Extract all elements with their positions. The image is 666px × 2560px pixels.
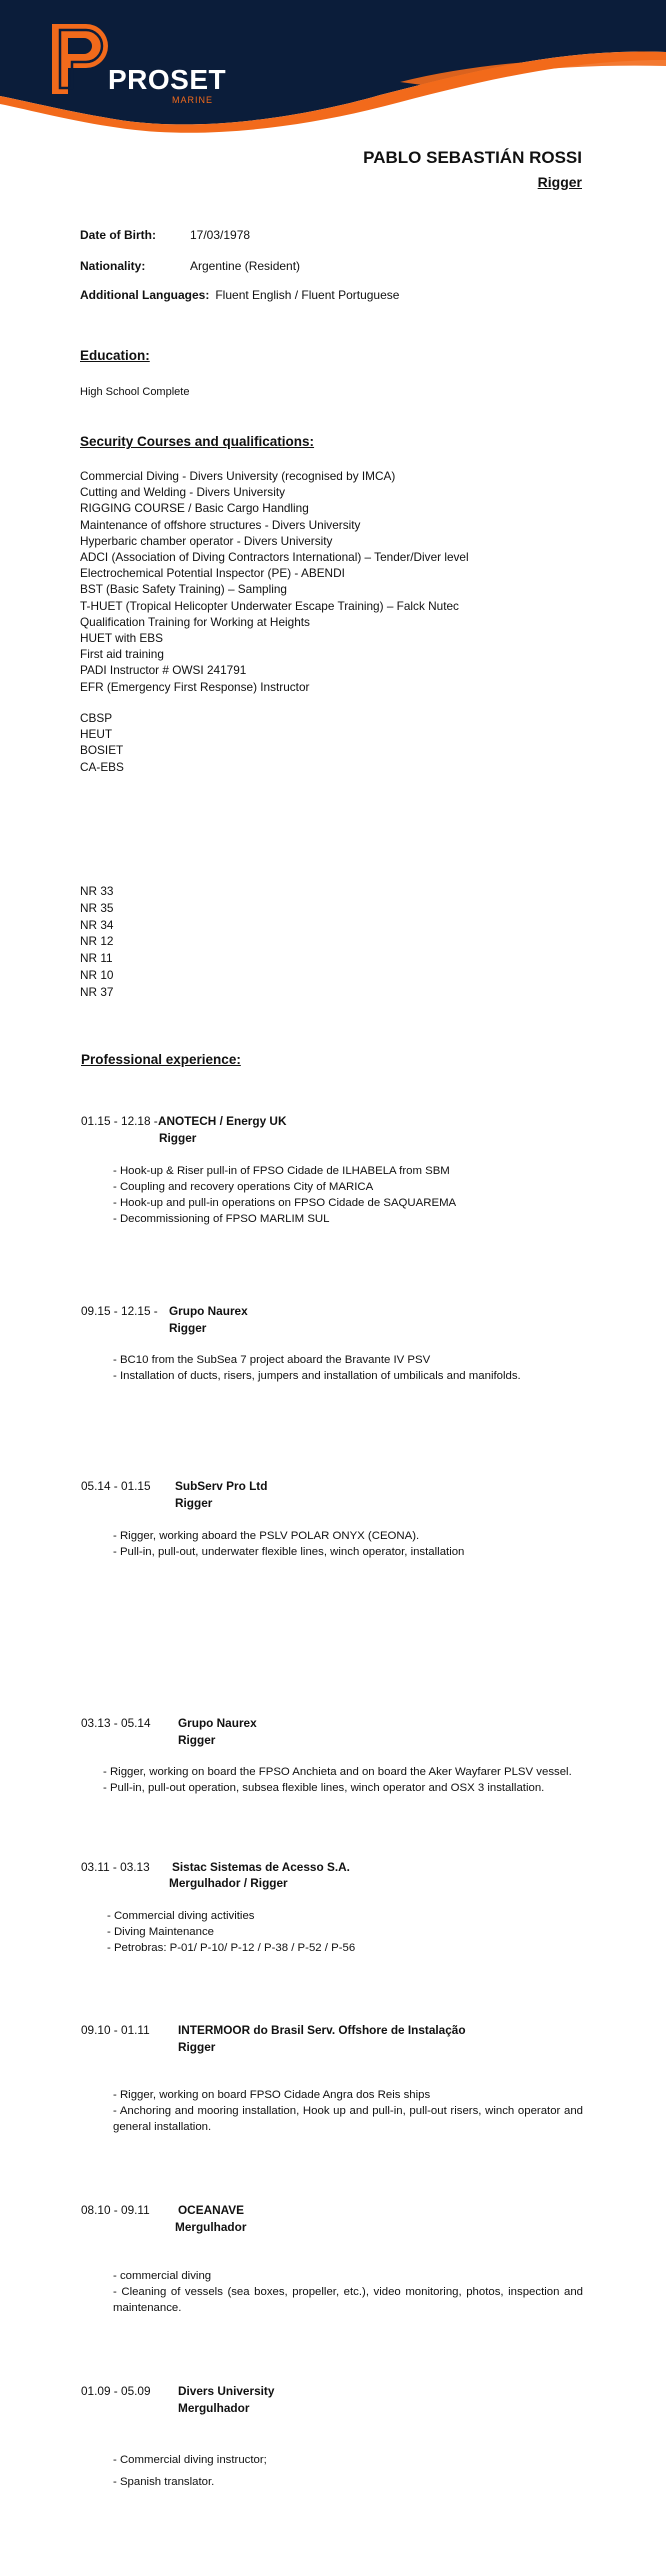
job-date: 01.15 - 12.18 - [81,1114,158,1128]
list-item: ADCI (Association of Diving Contractors International) – Tender/Diver level [80,550,469,565]
security-title: Security Courses and qualifications: [80,434,315,449]
person-role: Rigger [537,174,582,190]
job-description [107,1908,355,1956]
job-role: Mergulhador [178,2401,250,2415]
job-company: Sistac Sistemas de Acesso S.A. [172,1860,350,1874]
list-item: CA-EBS [80,759,124,774]
job-description [113,1352,521,1384]
job-date: 01.09 - 05.09 [81,2384,151,2398]
languages-row [80,288,399,302]
list-item: - Rigger, working on board FPSO Cidade Angra dos Reis ships [113,2089,431,2101]
dob-value: 17/03/1978 [190,228,251,242]
list-item: - Commercial diving instructor; [113,2454,267,2466]
job-description [113,2268,583,2316]
list-item: - Installation of ducts, risers, jumpers and installation of umbilicals and manifolds. [113,1370,521,1382]
list-item: NR 34 [80,917,114,932]
list-item: BOSIET [80,743,124,758]
job-role: Rigger [175,1496,213,1510]
dob-row [80,228,250,242]
job-date: 08.10 - 09.11 [81,2203,150,2217]
education-value: High School Complete [80,386,190,398]
languages-value: Fluent English / Fluent Portuguese [215,288,400,302]
list-item: CBSP [80,711,113,725]
job-company: SubServ Pro Ltd [175,1479,268,1493]
list-item: HUET with EBS [80,631,164,646]
job-role: Mergulhador [175,2220,247,2234]
list-item: Electrochemical Potential Inspector (PE) - ABENDI [80,566,345,581]
nationality-label: Nationality: [80,259,146,273]
courses-list [80,468,469,695]
nr-list [80,883,113,1001]
list-item: - commercial diving [113,2270,212,2282]
job-description [113,1163,456,1227]
list-item: HEUT [80,727,113,742]
job-description [113,1528,464,1560]
list-item: - BC10 from the SubSea 7 project aboard the Bravante IV PSV [113,1354,431,1366]
list-item: RIGGING COURSE / Basic Cargo Handling [80,501,309,516]
job-company: OCEANAVE [178,2203,244,2217]
job-company: INTERMOOR do Brasil Serv. Offshore de Instalação [178,2023,466,2037]
list-item: Commercial Diving - Divers University (recognised by IMCA) [80,469,396,483]
job-role: Mergulhador / Rigger [169,1876,288,1890]
list-item: - Pull-in, pull-out, underwater flexible lines, winch operator, installation [113,1546,465,1558]
person-name: PABLO SEBASTIÁN ROSSI [363,148,582,167]
education-title: Education: [80,348,150,363]
job-description [113,2449,267,2493]
list-item: NR 35 [80,900,114,915]
job-date: 09.10 - 01.11 [81,2023,150,2037]
job-role: Rigger [178,2040,216,2054]
list-item: Qualification Training for Working at Heights [80,614,310,629]
list-item: - Rigger, working on board the FPSO Anchieta and on board the Aker Wayfarer PLSV vessel. [103,1766,572,1778]
job-company: Grupo Naurex [178,1716,257,1730]
job-role: Rigger [169,1321,207,1335]
list-item: - Decommissioning of FPSO MARLIM SUL [113,1213,330,1225]
job-description [113,2087,583,2135]
list-item: BST (Basic Safety Training) – Sampling [80,582,287,597]
list-item: - Petrobras: P-01/ P-10/ P-12 / P-38 / P-52 / P-56 [107,1942,356,1954]
list-item: - Anchoring and mooring installation, Hook up and pull-in, pull-out risers, winch operator and general installation. [113,2105,583,2133]
brand-name: PROSET [108,64,227,95]
list-item: PADI Instructor # OWSI 241791 [80,663,247,678]
job-description [103,1764,572,1796]
dob-label: Date of Birth: [80,228,156,242]
certs-list [80,710,124,775]
experience-title: Professional experience: [81,1052,241,1067]
list-item: - Coupling and recovery operations City of MARICA [113,1181,374,1193]
job-date: 03.13 - 05.14 [81,1716,151,1730]
job-company: Divers University [178,2384,275,2398]
nationality-value: Argentine (Resident) [190,259,301,273]
list-item: Cutting and Welding - Divers University [80,485,285,500]
job-role: Rigger [159,1131,197,1145]
list-item: NR 37 [80,984,114,999]
job-company: ANOTECH / Energy UK [158,1114,287,1128]
list-item: NR 12 [80,934,114,949]
list-item: - Commercial diving activities [107,1910,255,1922]
page-header [0,0,666,140]
name-block [363,148,582,190]
list-item: Hyperbaric chamber operator - Divers University [80,533,333,548]
list-item: First aid training [80,647,164,662]
job-date: 05.14 - 01.15 [81,1479,151,1493]
list-item: - Hook-up & Riser pull-in of FPSO Cidade de ILHABELA from SBM [113,1165,450,1177]
list-item: Maintenance of offshore structures - Divers University [80,517,361,532]
list-item: - Cleaning of vessels (sea boxes, propeller, etc.), video monitoring, photos, inspection and maintenance. [113,2286,583,2314]
list-item: NR 33 [80,884,114,898]
list-item: NR 10 [80,967,114,982]
list-item: EFR (Emergency First Response) Instructor [80,679,310,694]
job-date: 09.15 - 12.15 - [81,1304,158,1318]
list-item: - Spanish translator. [113,2476,215,2488]
list-item: T-HUET (Tropical Helicopter Underwater Escape Training) – Falck Nutec [80,598,459,613]
brand-subtitle: MARINE [172,95,214,105]
list-item: - Rigger, working aboard the PSLV POLAR ONYX (CEONA). [113,1530,420,1542]
list-item: - Hook-up and pull-in operations on FPSO Cidade de SAQUAREMA [113,1197,457,1209]
job-date: 03.11 - 03.13 [81,1860,150,1874]
job-company: Grupo Naurex [169,1304,248,1318]
languages-label: Additional Languages: [80,288,210,302]
job-role: Rigger [178,1733,216,1747]
list-item: - Diving Maintenance [107,1926,214,1938]
nationality-row [80,259,300,273]
header-banner [0,0,666,140]
list-item: - Pull-in, pull-out operation, subsea flexible lines, winch operator and OSX 3 installation. [103,1782,545,1794]
list-item: NR 11 [80,951,113,966]
